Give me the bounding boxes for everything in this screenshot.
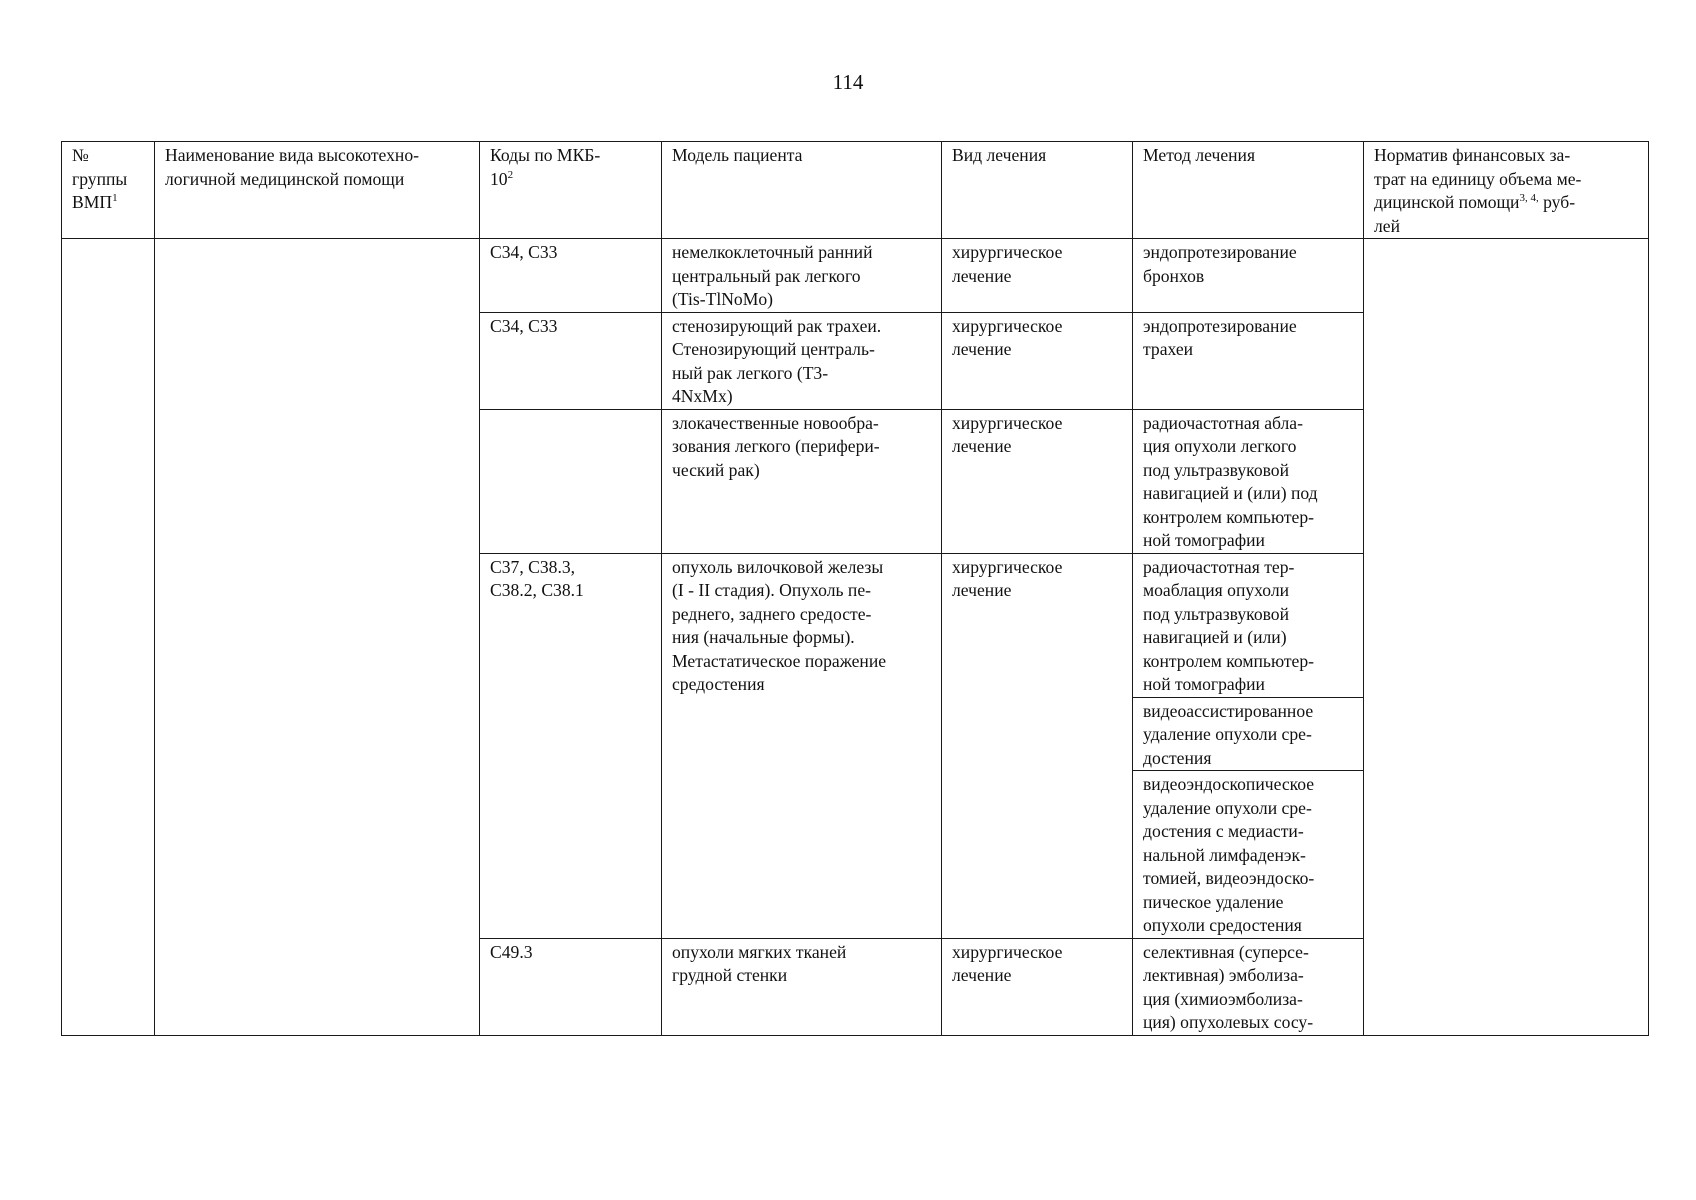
treatment-method-cell: радиочастотная абла- ция опухоли легкого под ультразвуковой навигацией и (или) под контролем компьютер- ной томографии [1133,409,1364,553]
patient-model-cell: стенозирующий рак трахеи. Стенозирующий централь- ный рак легкого (Т3- 4NxMx) [662,312,942,409]
treatment-type-cell: хирургическое лечение [942,409,1133,553]
icd-codes-cell [480,409,662,553]
patient-model-cell: опухоль вилочковой железы (I - II стадия). Опухоль пе- реднего, заднего средосте- ния (начальные формы). Метастатическое поражение средостения [662,553,942,938]
icd-codes-cell: C49.3 [480,938,662,1035]
col-header-icd-codes: Коды по МКБ- $10^2$ [480,142,662,239]
col-header-group-no: № группы ВМП$^1$ [62,142,155,239]
col-header-patient-model: Модель пациента [662,142,942,239]
table-row [62,239,1649,313]
col-header-treatment-type: Вид лечения [942,142,1133,239]
patient-model-cell: злокачественные новообра- зования легкого (перифери- ческий рак) [662,409,942,553]
treatment-type-cell: хирургическое лечение [942,938,1133,1035]
cost-norm-cell [1364,239,1649,1036]
treatment-method-cell: эндопротезирование бронхов [1133,239,1364,313]
treatment-method-cell: видеоассистированное удаление опухоли сре- достения [1133,697,1364,771]
patient-model-cell: немелкоклеточный ранний центральный рак легкого (Tis-TlNoMo) [662,239,942,313]
col-header-treatment-method: Метод лечения [1133,142,1364,239]
group-no-cell [62,239,155,1036]
treatment-type-cell: хирургическое лечение [942,312,1133,409]
treatment-type-cell: хирургическое лечение [942,239,1133,313]
col-header-cost-norm: Норматив финансовых за- трат на единицу объема ме- дицинской помощи$^{3, 4,}$ руб- лей [1364,142,1649,239]
page-number: 114 [832,70,864,94]
table-header-row [62,142,1649,239]
treatment-method-cell: эндопротезирование трахеи [1133,312,1364,409]
vmp-name-cell [155,239,480,1036]
vmp-table [61,141,1649,1036]
treatment-method-cell: видеоэндоскопическое удаление опухоли сре- достения с медиасти- нальной лимфаденэк- томией, видеоэндоско- пическое удаление опухоли средостения [1133,771,1364,939]
icd-codes-cell: C34, C33 [480,239,662,313]
treatment-type-cell: хирургическое лечение [942,553,1133,938]
patient-model-cell: опухоли мягких тканей грудной стенки [662,938,942,1035]
treatment-method-cell: селективная (суперсе- лективная) эмболиза- ция (химиоэмболиза- ция) опухолевых сосу- [1133,938,1364,1035]
col-header-vmp-name: Наименование вида высокотехно- логичной медицинской помощи [155,142,480,239]
treatment-method-cell: радиочастотная тер- моаблация опухоли под ультразвуковой навигацией и (или) контролем компьютер- ной томографии [1133,553,1364,697]
icd-codes-cell: C37, C38.3, C38.2, C38.1 [480,553,662,938]
icd-codes-cell: C34, C33 [480,312,662,409]
